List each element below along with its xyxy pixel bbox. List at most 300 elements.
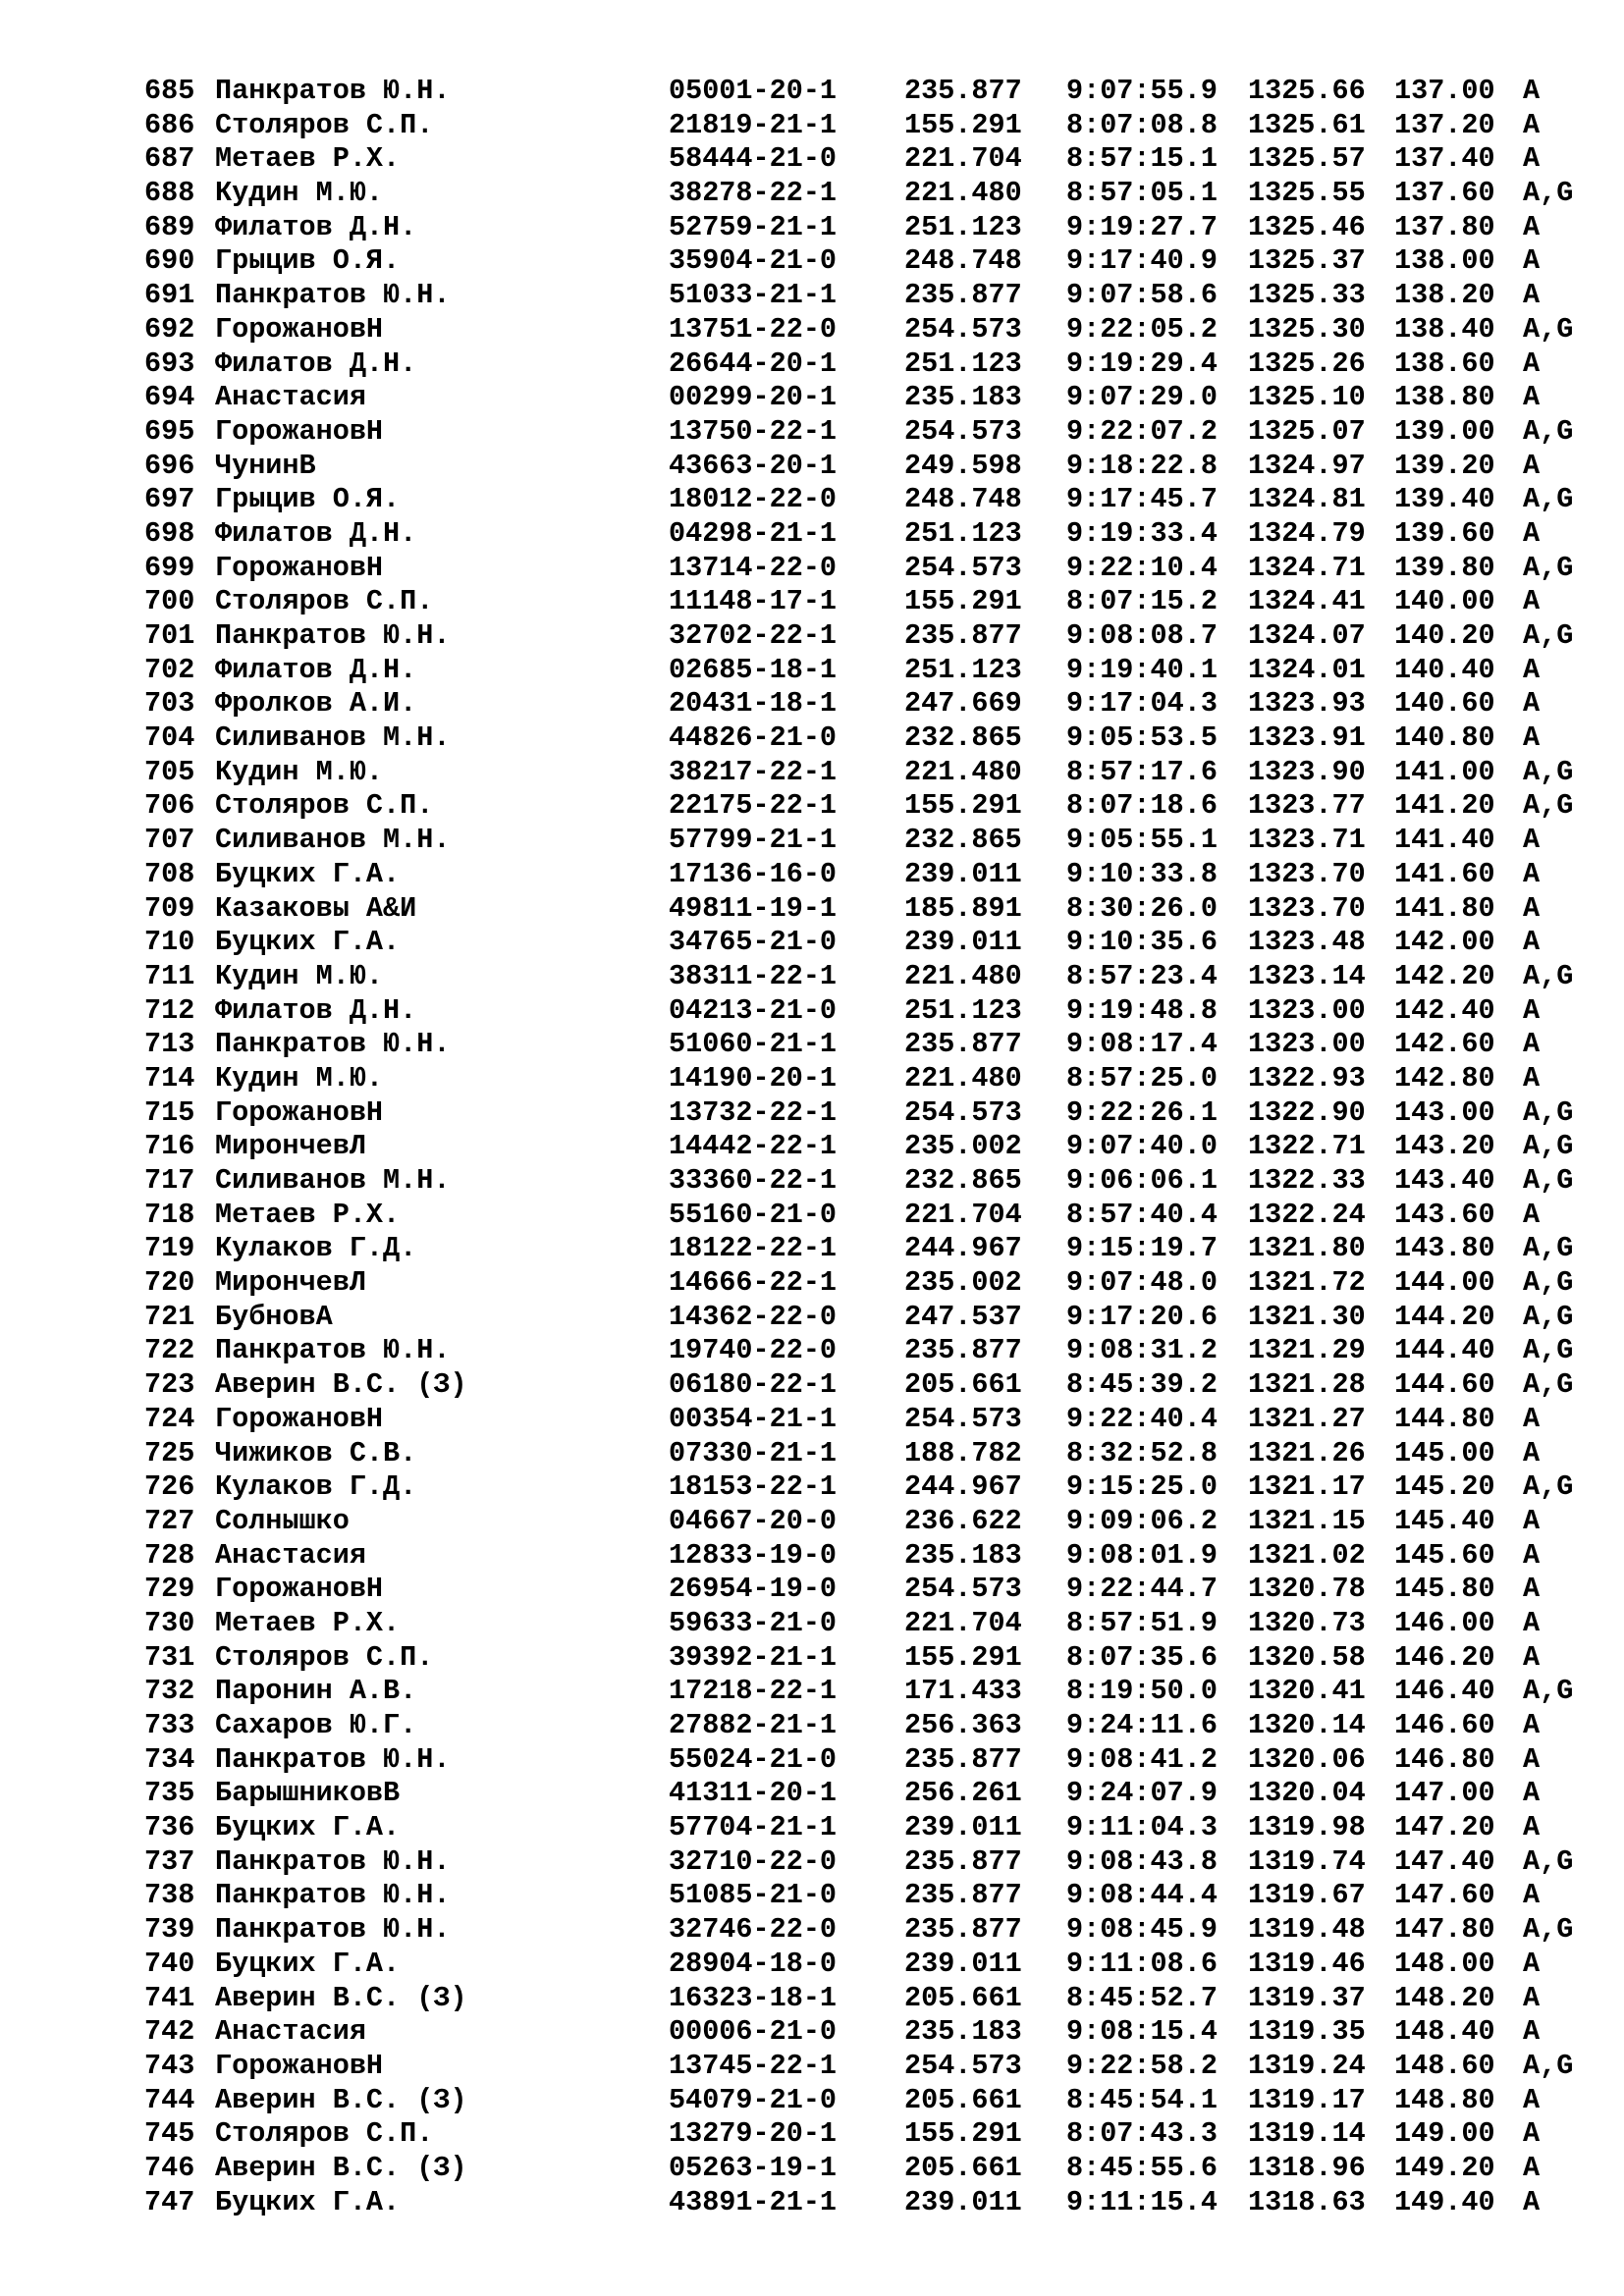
flags-cell: A xyxy=(1523,2083,1541,2116)
name-cell: Кудин М.Ю. xyxy=(215,177,384,210)
name-cell: Паронин А.В. xyxy=(215,1675,417,1708)
ring-id-cell: 38217-22-1 xyxy=(669,755,838,788)
table-row xyxy=(144,1164,1601,1199)
name-cell: Аверин В.С. (З) xyxy=(215,2083,467,2116)
table-row xyxy=(144,1334,1601,1368)
name-cell: Казаковы А&И xyxy=(215,891,417,925)
time-cell: 9:17:45.7 xyxy=(1066,483,1218,516)
place-cell: 699 xyxy=(144,551,195,584)
score-cell: 148.40 xyxy=(1394,2015,1495,2049)
name-cell: Панкратов Ю.Н. xyxy=(215,1879,451,1912)
place-cell: 719 xyxy=(144,1232,195,1265)
name-cell: Буцких Г.А. xyxy=(215,926,401,959)
time-cell: 8:07:08.8 xyxy=(1066,108,1218,141)
distance-cell: 155.291 xyxy=(904,2117,1022,2151)
time-cell: 9:22:10.4 xyxy=(1066,551,1218,584)
speed-cell: 1320.58 xyxy=(1248,1640,1366,1674)
score-cell: 139.80 xyxy=(1394,551,1495,584)
ring-id-cell: 20431-18-1 xyxy=(669,687,838,721)
table-row xyxy=(144,109,1601,143)
table-row xyxy=(144,2015,1601,2050)
distance-cell: 235.002 xyxy=(904,1130,1022,1163)
name-cell: Филатов Д.Н. xyxy=(215,210,417,243)
time-cell: 8:57:40.4 xyxy=(1066,1198,1218,1231)
speed-cell: 1319.74 xyxy=(1248,1844,1366,1878)
ring-id-cell: 54079-21-0 xyxy=(669,2083,838,2116)
flags-cell: A xyxy=(1523,2015,1541,2049)
ring-id-cell: 14666-22-1 xyxy=(669,1266,838,1300)
speed-cell: 1319.14 xyxy=(1248,2117,1366,2151)
place-cell: 727 xyxy=(144,1504,195,1537)
table-row xyxy=(144,1811,1601,1845)
name-cell: Кудин М.Ю. xyxy=(215,1061,384,1095)
score-cell: 143.60 xyxy=(1394,1198,1495,1231)
name-cell: Анастасия xyxy=(215,1538,366,1572)
distance-cell: 235.877 xyxy=(904,279,1022,312)
distance-cell: 235.002 xyxy=(904,1266,1022,1300)
table-row xyxy=(144,756,1601,790)
distance-cell: 254.573 xyxy=(904,551,1022,584)
name-cell: Силиванов М.Н. xyxy=(215,721,451,755)
flags-cell: A xyxy=(1523,1198,1541,1231)
distance-cell: 251.123 xyxy=(904,516,1022,550)
score-cell: 140.60 xyxy=(1394,687,1495,721)
flags-cell: A,G xyxy=(1523,414,1574,448)
table-row xyxy=(144,926,1601,960)
distance-cell: 185.891 xyxy=(904,891,1022,925)
time-cell: 8:19:50.0 xyxy=(1066,1675,1218,1708)
flags-cell: A xyxy=(1523,653,1541,686)
name-cell: Столяров С.П. xyxy=(215,2117,434,2151)
distance-cell: 171.433 xyxy=(904,1675,1022,1708)
table-row xyxy=(144,687,1601,721)
ring-id-cell: 51033-21-1 xyxy=(669,279,838,312)
distance-cell: 221.480 xyxy=(904,177,1022,210)
speed-cell: 1319.37 xyxy=(1248,1981,1366,2014)
speed-cell: 1323.14 xyxy=(1248,959,1366,992)
ring-id-cell: 38278-22-1 xyxy=(669,177,838,210)
time-cell: 9:07:29.0 xyxy=(1066,381,1218,414)
score-cell: 139.60 xyxy=(1394,516,1495,550)
speed-cell: 1324.71 xyxy=(1248,551,1366,584)
place-cell: 694 xyxy=(144,381,195,414)
place-cell: 747 xyxy=(144,2185,195,2218)
flags-cell: A xyxy=(1523,1573,1541,1606)
speed-cell: 1321.26 xyxy=(1248,1436,1366,1469)
flags-cell: A xyxy=(1523,687,1541,721)
time-cell: 9:08:31.2 xyxy=(1066,1334,1218,1367)
table-row xyxy=(144,1879,1601,1913)
table-row xyxy=(144,1199,1601,1233)
ring-id-cell: 02685-18-1 xyxy=(669,653,838,686)
ring-id-cell: 51085-21-0 xyxy=(669,1879,838,1912)
score-cell: 146.60 xyxy=(1394,1709,1495,1741)
table-row xyxy=(144,892,1601,927)
distance-cell: 235.183 xyxy=(904,2015,1022,2049)
name-cell: Буцких Г.А. xyxy=(215,1811,401,1844)
place-cell: 707 xyxy=(144,824,195,857)
distance-cell: 239.011 xyxy=(904,2185,1022,2218)
ring-id-cell: 33360-22-1 xyxy=(669,1164,838,1197)
table-row xyxy=(144,177,1601,211)
score-cell: 137.40 xyxy=(1394,142,1495,176)
table-row xyxy=(144,75,1601,109)
flags-cell: A,G xyxy=(1523,789,1574,823)
speed-cell: 1318.96 xyxy=(1248,2151,1366,2184)
place-cell: 724 xyxy=(144,1402,195,1435)
table-row xyxy=(144,381,1601,415)
time-cell: 9:09:06.2 xyxy=(1066,1504,1218,1537)
score-cell: 147.40 xyxy=(1394,1844,1495,1878)
flags-cell: A xyxy=(1523,244,1541,278)
speed-cell: 1319.67 xyxy=(1248,1879,1366,1912)
ring-id-cell: 57704-21-1 xyxy=(669,1811,838,1844)
name-cell: ГорожановН xyxy=(215,1573,384,1606)
score-cell: 147.00 xyxy=(1394,1777,1495,1810)
flags-cell: A xyxy=(1523,1879,1541,1912)
name-cell: Метаев Р.Х. xyxy=(215,142,401,176)
name-cell: Панкратов Ю.Н. xyxy=(215,1742,451,1776)
name-cell: МирончевЛ xyxy=(215,1266,366,1300)
speed-cell: 1319.48 xyxy=(1248,1913,1366,1947)
score-cell: 146.20 xyxy=(1394,1640,1495,1674)
name-cell: Кулаков Г.Д. xyxy=(215,1470,417,1504)
distance-cell: 248.748 xyxy=(904,244,1022,278)
table-row xyxy=(144,552,1601,586)
flags-cell: A,G xyxy=(1523,177,1574,210)
speed-cell: 1324.07 xyxy=(1248,619,1366,652)
distance-cell: 221.704 xyxy=(904,1606,1022,1639)
speed-cell: 1325.26 xyxy=(1248,347,1366,380)
results-table xyxy=(144,75,1601,2219)
name-cell: Силиванов М.Н. xyxy=(215,824,451,857)
time-cell: 9:22:40.4 xyxy=(1066,1402,1218,1435)
table-row xyxy=(144,1913,1601,1948)
flags-cell: A,G xyxy=(1523,1266,1574,1300)
ring-id-cell: 13745-22-1 xyxy=(669,2049,838,2082)
distance-cell: 254.573 xyxy=(904,2049,1022,2082)
table-row xyxy=(144,2186,1601,2220)
speed-cell: 1322.90 xyxy=(1248,1095,1366,1129)
speed-cell: 1323.91 xyxy=(1248,721,1366,755)
flags-cell: A xyxy=(1523,449,1541,482)
score-cell: 140.00 xyxy=(1394,585,1495,618)
time-cell: 9:08:01.9 xyxy=(1066,1538,1218,1572)
ring-id-cell: 14190-20-1 xyxy=(669,1061,838,1095)
table-row xyxy=(144,142,1601,177)
score-cell: 145.00 xyxy=(1394,1436,1495,1469)
time-cell: 9:17:40.9 xyxy=(1066,244,1218,278)
place-cell: 706 xyxy=(144,789,195,823)
time-cell: 8:32:52.8 xyxy=(1066,1436,1218,1469)
speed-cell: 1325.46 xyxy=(1248,210,1366,243)
flags-cell: A xyxy=(1523,1436,1541,1469)
table-row xyxy=(144,450,1601,484)
table-row xyxy=(144,654,1601,688)
flags-cell: A,G xyxy=(1523,1675,1574,1708)
flags-cell: A xyxy=(1523,516,1541,550)
score-cell: 143.40 xyxy=(1394,1164,1495,1197)
ring-id-cell: 16323-18-1 xyxy=(669,1981,838,2014)
place-cell: 734 xyxy=(144,1742,195,1776)
ring-id-cell: 19740-22-0 xyxy=(669,1334,838,1367)
ring-id-cell: 13714-22-0 xyxy=(669,551,838,584)
name-cell: Панкратов Ю.Н. xyxy=(215,1913,451,1947)
speed-cell: 1323.48 xyxy=(1248,926,1366,959)
ring-id-cell: 04667-20-0 xyxy=(669,1504,838,1537)
ring-id-cell: 43663-20-1 xyxy=(669,449,838,482)
table-row xyxy=(144,1403,1601,1437)
score-cell: 144.60 xyxy=(1394,1368,1495,1402)
flags-cell: A xyxy=(1523,75,1541,107)
distance-cell: 235.877 xyxy=(904,619,1022,652)
score-cell: 138.40 xyxy=(1394,312,1495,346)
table-row xyxy=(144,1096,1601,1131)
distance-cell: 205.661 xyxy=(904,2083,1022,2116)
ring-id-cell: 04298-21-1 xyxy=(669,516,838,550)
time-cell: 9:19:27.7 xyxy=(1066,210,1218,243)
time-cell: 8:07:35.6 xyxy=(1066,1640,1218,1674)
distance-cell: 239.011 xyxy=(904,1811,1022,1844)
place-cell: 718 xyxy=(144,1198,195,1231)
distance-cell: 256.261 xyxy=(904,1777,1022,1810)
time-cell: 9:22:58.2 xyxy=(1066,2049,1218,2082)
table-row xyxy=(144,1743,1601,1778)
time-cell: 9:18:22.8 xyxy=(1066,449,1218,482)
name-cell: ГорожановН xyxy=(215,1095,384,1129)
speed-cell: 1324.79 xyxy=(1248,516,1366,550)
place-cell: 744 xyxy=(144,2083,195,2116)
score-cell: 144.20 xyxy=(1394,1300,1495,1333)
score-cell: 138.60 xyxy=(1394,347,1495,380)
place-cell: 714 xyxy=(144,1061,195,1095)
table-row xyxy=(144,2152,1601,2186)
ring-id-cell: 18122-22-1 xyxy=(669,1232,838,1265)
flags-cell: A xyxy=(1523,1947,1541,1980)
place-cell: 691 xyxy=(144,279,195,312)
flags-cell: A,G xyxy=(1523,1164,1574,1197)
name-cell: Кулаков Г.Д. xyxy=(215,1232,417,1265)
speed-cell: 1321.80 xyxy=(1248,1232,1366,1265)
time-cell: 9:22:07.2 xyxy=(1066,414,1218,448)
flags-cell: A xyxy=(1523,993,1541,1027)
table-row xyxy=(144,824,1601,858)
flags-cell: A,G xyxy=(1523,1368,1574,1402)
flags-cell: A xyxy=(1523,721,1541,755)
place-cell: 716 xyxy=(144,1130,195,1163)
score-cell: 145.60 xyxy=(1394,1538,1495,1572)
ring-id-cell: 57799-21-1 xyxy=(669,824,838,857)
flags-cell: A,G xyxy=(1523,1232,1574,1265)
table-row xyxy=(144,721,1601,756)
name-cell: ГорожановН xyxy=(215,414,384,448)
name-cell: ЧунинВ xyxy=(215,449,316,482)
place-cell: 712 xyxy=(144,993,195,1027)
time-cell: 9:07:55.9 xyxy=(1066,75,1218,107)
speed-cell: 1320.78 xyxy=(1248,1573,1366,1606)
ring-id-cell: 17218-22-1 xyxy=(669,1675,838,1708)
place-cell: 685 xyxy=(144,75,195,107)
place-cell: 696 xyxy=(144,449,195,482)
speed-cell: 1323.90 xyxy=(1248,755,1366,788)
score-cell: 139.20 xyxy=(1394,449,1495,482)
name-cell: Филатов Д.Н. xyxy=(215,653,417,686)
flags-cell: A xyxy=(1523,1981,1541,2014)
name-cell: Аверин В.С. (З) xyxy=(215,1981,467,2014)
distance-cell: 249.598 xyxy=(904,449,1022,482)
score-cell: 137.20 xyxy=(1394,108,1495,141)
distance-cell: 235.877 xyxy=(904,75,1022,107)
score-cell: 137.00 xyxy=(1394,75,1495,107)
ring-id-cell: 44826-21-0 xyxy=(669,721,838,755)
table-row xyxy=(144,1948,1601,1982)
distance-cell: 235.183 xyxy=(904,381,1022,414)
place-cell: 704 xyxy=(144,721,195,755)
speed-cell: 1319.24 xyxy=(1248,2049,1366,2082)
score-cell: 142.00 xyxy=(1394,926,1495,959)
ring-id-cell: 22175-22-1 xyxy=(669,789,838,823)
flags-cell: A xyxy=(1523,891,1541,925)
table-row xyxy=(144,1845,1601,1880)
table-row xyxy=(144,1573,1601,1607)
ring-id-cell: 18153-22-1 xyxy=(669,1470,838,1504)
place-cell: 692 xyxy=(144,312,195,346)
ring-id-cell: 05001-20-1 xyxy=(669,75,838,107)
ring-id-cell: 11148-17-1 xyxy=(669,585,838,618)
flags-cell: A,G xyxy=(1523,755,1574,788)
flags-cell: A xyxy=(1523,1777,1541,1810)
ring-id-cell: 58444-21-0 xyxy=(669,142,838,176)
time-cell: 9:07:40.0 xyxy=(1066,1130,1218,1163)
speed-cell: 1321.15 xyxy=(1248,1504,1366,1537)
time-cell: 8:57:05.1 xyxy=(1066,177,1218,210)
place-cell: 693 xyxy=(144,347,195,380)
ring-id-cell: 39392-21-1 xyxy=(669,1640,838,1674)
distance-cell: 155.291 xyxy=(904,108,1022,141)
score-cell: 141.00 xyxy=(1394,755,1495,788)
speed-cell: 1322.33 xyxy=(1248,1164,1366,1197)
flags-cell: A xyxy=(1523,857,1541,890)
score-cell: 144.00 xyxy=(1394,1266,1495,1300)
time-cell: 9:08:45.9 xyxy=(1066,1913,1218,1947)
ring-id-cell: 05263-19-1 xyxy=(669,2151,838,2184)
place-cell: 741 xyxy=(144,1981,195,2014)
ring-id-cell: 27882-21-1 xyxy=(669,1709,838,1741)
time-cell: 8:57:51.9 xyxy=(1066,1606,1218,1639)
table-row xyxy=(144,1777,1601,1811)
flags-cell: A,G xyxy=(1523,1095,1574,1129)
score-cell: 139.00 xyxy=(1394,414,1495,448)
speed-cell: 1320.41 xyxy=(1248,1675,1366,1708)
speed-cell: 1323.00 xyxy=(1248,1028,1366,1061)
distance-cell: 254.573 xyxy=(904,312,1022,346)
speed-cell: 1323.77 xyxy=(1248,789,1366,823)
ring-id-cell: 04213-21-0 xyxy=(669,993,838,1027)
ring-id-cell: 13751-22-0 xyxy=(669,312,838,346)
name-cell: ГорожановН xyxy=(215,551,384,584)
name-cell: Буцких Г.А. xyxy=(215,1947,401,1980)
speed-cell: 1323.00 xyxy=(1248,993,1366,1027)
name-cell: Панкратов Ю.Н. xyxy=(215,75,451,107)
score-cell: 142.20 xyxy=(1394,959,1495,992)
score-cell: 138.80 xyxy=(1394,381,1495,414)
place-cell: 695 xyxy=(144,414,195,448)
name-cell: ГорожановН xyxy=(215,2049,384,2082)
ring-id-cell: 17136-16-0 xyxy=(669,857,838,890)
distance-cell: 239.011 xyxy=(904,1947,1022,1980)
flags-cell: A,G xyxy=(1523,1913,1574,1947)
ring-id-cell: 14442-22-1 xyxy=(669,1130,838,1163)
time-cell: 8:45:52.7 xyxy=(1066,1981,1218,2014)
time-cell: 9:08:43.8 xyxy=(1066,1844,1218,1878)
table-row xyxy=(144,2084,1601,2118)
distance-cell: 254.573 xyxy=(904,1573,1022,1606)
score-cell: 140.20 xyxy=(1394,619,1495,652)
speed-cell: 1321.29 xyxy=(1248,1334,1366,1367)
place-cell: 710 xyxy=(144,926,195,959)
ring-id-cell: 34765-21-0 xyxy=(669,926,838,959)
table-row xyxy=(144,1470,1601,1505)
place-cell: 725 xyxy=(144,1436,195,1469)
score-cell: 144.40 xyxy=(1394,1334,1495,1367)
ring-id-cell: 28904-18-0 xyxy=(669,1947,838,1980)
time-cell: 9:24:07.9 xyxy=(1066,1777,1218,1810)
name-cell: ГорожановН xyxy=(215,312,384,346)
speed-cell: 1321.30 xyxy=(1248,1300,1366,1333)
flags-cell: A xyxy=(1523,1402,1541,1435)
table-row xyxy=(144,960,1601,994)
ring-id-cell: 43891-21-1 xyxy=(669,2185,838,2218)
place-cell: 728 xyxy=(144,1538,195,1572)
ring-id-cell: 38311-22-1 xyxy=(669,959,838,992)
time-cell: 9:11:08.6 xyxy=(1066,1947,1218,1980)
place-cell: 690 xyxy=(144,244,195,278)
name-cell: Столяров С.П. xyxy=(215,585,434,618)
ring-id-cell: 00299-20-1 xyxy=(669,381,838,414)
ring-id-cell: 14362-22-0 xyxy=(669,1300,838,1333)
time-cell: 9:05:55.1 xyxy=(1066,824,1218,857)
place-cell: 743 xyxy=(144,2049,195,2082)
place-cell: 687 xyxy=(144,142,195,176)
speed-cell: 1319.17 xyxy=(1248,2083,1366,2116)
flags-cell: A xyxy=(1523,2185,1541,2218)
score-cell: 145.20 xyxy=(1394,1470,1495,1504)
score-cell: 146.80 xyxy=(1394,1742,1495,1776)
score-cell: 138.20 xyxy=(1394,279,1495,312)
flags-cell: A xyxy=(1523,279,1541,312)
table-row xyxy=(144,415,1601,450)
time-cell: 9:11:04.3 xyxy=(1066,1811,1218,1844)
name-cell: Аверин В.С. (З) xyxy=(215,2151,467,2184)
place-cell: 731 xyxy=(144,1640,195,1674)
distance-cell: 254.573 xyxy=(904,1095,1022,1129)
name-cell: Филатов Д.Н. xyxy=(215,516,417,550)
distance-cell: 247.669 xyxy=(904,687,1022,721)
score-cell: 142.60 xyxy=(1394,1028,1495,1061)
flags-cell: A xyxy=(1523,824,1541,857)
speed-cell: 1321.02 xyxy=(1248,1538,1366,1572)
score-cell: 143.80 xyxy=(1394,1232,1495,1265)
speed-cell: 1320.14 xyxy=(1248,1709,1366,1741)
name-cell: ГорожановН xyxy=(215,1402,384,1435)
time-cell: 9:22:44.7 xyxy=(1066,1573,1218,1606)
table-row xyxy=(144,1062,1601,1096)
flags-cell: A,G xyxy=(1523,619,1574,652)
time-cell: 9:08:17.4 xyxy=(1066,1028,1218,1061)
speed-cell: 1322.24 xyxy=(1248,1198,1366,1231)
speed-cell: 1324.81 xyxy=(1248,483,1366,516)
place-cell: 740 xyxy=(144,1947,195,1980)
